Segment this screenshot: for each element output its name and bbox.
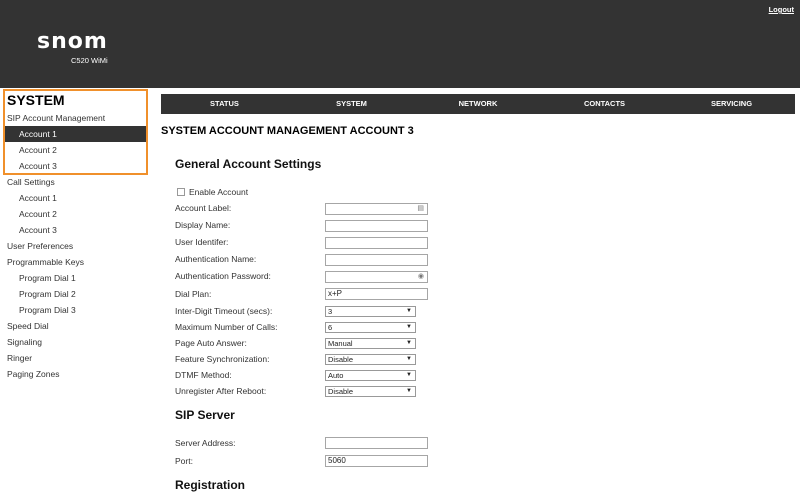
enable-account-checkbox[interactable] <box>177 188 185 196</box>
page-title: SYSTEM ACCOUNT MANAGEMENT ACCOUNT 3 <box>161 125 414 137</box>
dropdown-arrow-icon: ▼ <box>406 388 412 394</box>
top-nav <box>161 94 795 114</box>
user-identifier-label: User Identifer: <box>175 237 229 247</box>
sidebar-item-call-account-3[interactable]: Account 3 <box>19 225 57 235</box>
sidebar <box>0 88 152 498</box>
port-label: Port: <box>175 456 193 466</box>
sidebar-item-sip-account-1[interactable]: Account 1 <box>5 126 147 142</box>
sidebar-item-program-dial-2[interactable]: Program Dial 2 <box>19 289 76 299</box>
feature-sync-value: Disable <box>328 355 354 364</box>
user-identifier-input[interactable] <box>325 237 428 249</box>
max-calls-label: Maximum Number of Calls: <box>175 322 278 332</box>
tab-system[interactable]: SYSTEM <box>336 99 367 108</box>
dropdown-arrow-icon: ▼ <box>406 308 412 314</box>
dtmf-method-label: DTMF Method: <box>175 370 232 380</box>
dial-plan-label: Dial Plan: <box>175 289 212 299</box>
tab-contacts[interactable]: CONTACTS <box>583 99 626 108</box>
tab-status[interactable]: STATUS <box>210 99 239 108</box>
sidebar-item-sip-account-2[interactable]: Account 2 <box>19 145 57 155</box>
general-account-settings-heading: General Account Settings <box>175 157 322 171</box>
account-label-input[interactable] <box>325 203 428 215</box>
sidebar-item-sip-account-3[interactable]: Account 3 <box>19 161 57 171</box>
dial-plan-input[interactable]: x+P <box>325 288 428 300</box>
inter-digit-timeout-label: Inter-Digit Timeout (secs): <box>175 306 273 316</box>
sidebar-item-user-preferences[interactable]: User Preferences <box>7 241 74 251</box>
auth-name-label: Authentication Name: <box>175 254 257 264</box>
server-address-input[interactable] <box>325 437 428 449</box>
enable-account-label: Enable Account <box>189 187 249 197</box>
sidebar-item-call-account-2[interactable]: Account 2 <box>19 209 57 219</box>
sip-server-heading: SIP Server <box>175 408 235 422</box>
inter-digit-timeout-select[interactable] <box>325 306 416 317</box>
auth-password-input[interactable] <box>325 271 428 283</box>
page-auto-answer-label: Page Auto Answer: <box>175 338 247 348</box>
unregister-after-reboot-value: Disable <box>328 387 354 396</box>
registration-heading: Registration <box>175 478 246 492</box>
dropdown-arrow-icon: ▼ <box>406 356 412 362</box>
inter-digit-timeout-value: 3 <box>328 307 333 316</box>
snom-logo: snom <box>37 29 108 54</box>
page-auto-answer-select[interactable] <box>325 338 416 349</box>
sidebar-item-sip-account-management[interactable]: SIP Account Management <box>7 113 106 123</box>
dtmf-method-value: Auto <box>328 371 344 380</box>
sidebar-item-programmable-keys[interactable]: Programmable Keys <box>7 257 85 267</box>
dropdown-arrow-icon: ▼ <box>406 340 412 346</box>
feature-sync-label: Feature Synchronization: <box>175 354 270 364</box>
sidebar-title: SYSTEM <box>7 92 65 108</box>
sidebar-item-program-dial-3[interactable]: Program Dial 3 <box>19 305 76 315</box>
field-menu-icon: ▤ <box>417 205 424 212</box>
max-calls-value: 6 <box>328 323 333 332</box>
sidebar-item-paging-zones[interactable]: Paging Zones <box>7 369 60 379</box>
display-name-input[interactable] <box>325 220 428 232</box>
display-name-label: Display Name: <box>175 220 231 230</box>
tab-servicing[interactable]: SERVICING <box>710 99 753 108</box>
sidebar-item-speed-dial[interactable]: Speed Dial <box>7 321 49 331</box>
auth-password-label: Authentication Password: <box>175 271 271 281</box>
sidebar-item-ringer[interactable]: Ringer <box>7 353 33 363</box>
sidebar-item-signaling[interactable]: Signaling <box>7 337 42 347</box>
page-auto-answer-value: Manual <box>328 339 353 348</box>
unregister-after-reboot-label: Unregister After Reboot: <box>175 386 267 396</box>
account-label-label: Account Label: <box>175 203 232 213</box>
sidebar-item-call-settings[interactable]: Call Settings <box>7 177 55 187</box>
auth-name-input[interactable] <box>325 254 428 266</box>
model-name: C520 WiMi <box>71 56 108 65</box>
dropdown-arrow-icon: ▼ <box>406 372 412 378</box>
unregister-after-reboot-select[interactable] <box>325 386 416 397</box>
port-input[interactable]: 5060 <box>325 455 428 467</box>
sidebar-item-call-account-1[interactable]: Account 1 <box>19 193 57 203</box>
header-bar <box>0 0 800 88</box>
tab-network[interactable]: NETWORK <box>458 99 498 108</box>
feature-sync-select[interactable] <box>325 354 416 365</box>
dropdown-arrow-icon: ▼ <box>406 324 412 330</box>
sidebar-item-program-dial-1[interactable]: Program Dial 1 <box>19 273 76 283</box>
dtmf-method-select[interactable] <box>325 370 416 381</box>
password-reveal-icon[interactable]: ◉ <box>417 273 424 280</box>
server-address-label: Server Address: <box>175 438 236 448</box>
logout-link[interactable]: Logout <box>768 5 794 14</box>
max-calls-select[interactable] <box>325 322 416 333</box>
